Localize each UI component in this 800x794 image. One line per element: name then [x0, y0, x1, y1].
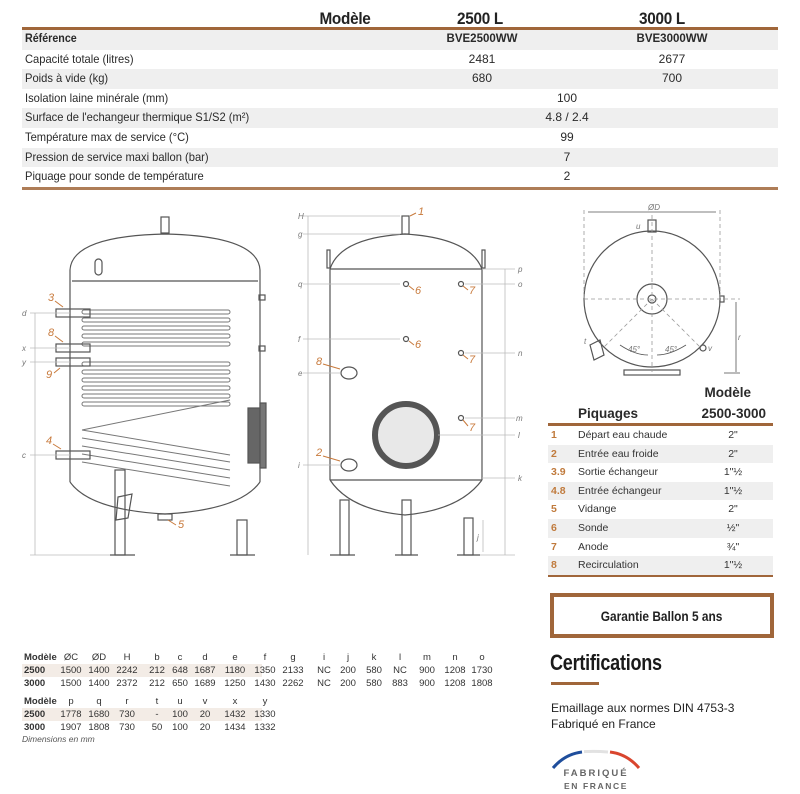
svg-text:u: u — [636, 222, 641, 231]
dimensions-cell: 2500 — [24, 709, 46, 720]
piquage-row — [548, 519, 773, 538]
piquage-value: 2" — [728, 447, 738, 460]
piquage-number: 4.8 — [551, 484, 566, 497]
dimensions-cell: 1434 — [224, 722, 246, 733]
svg-text:9: 9 — [46, 369, 53, 381]
garantie-label: Garantie Ballon 5 ans — [601, 607, 723, 624]
spec-row — [22, 108, 778, 128]
piquages-table — [548, 382, 773, 577]
dimensions-header-cell: e — [232, 652, 238, 663]
dimensions-cell: NC — [317, 678, 331, 689]
dimensions-header-row — [22, 651, 485, 664]
dimensions-header-cell: o — [479, 652, 485, 663]
dimensions-header-cell: ØC — [63, 652, 79, 663]
dimensions-cell: 212 — [149, 678, 165, 689]
piquage-value: 1"½ — [723, 484, 743, 497]
spec-value-shared: 2 — [563, 169, 571, 184]
dimensions-cell: 1250 — [224, 678, 246, 689]
svg-text:6: 6 — [415, 339, 422, 351]
svg-text:p: p — [518, 265, 523, 274]
top-nozzle-icon — [161, 217, 169, 233]
dimensions-cell: 730 — [119, 709, 135, 720]
dimensions-cell: 1430 — [254, 678, 276, 689]
manhole-icon — [375, 404, 437, 466]
certification-item: Emaillage aux normes DIN 4753-3 — [551, 701, 735, 715]
dimensions-cell: 1400 — [88, 665, 110, 676]
dimensions-cell: NC — [393, 665, 407, 676]
piquage-row — [548, 445, 773, 464]
svg-text:3: 3 — [48, 292, 55, 304]
piquage-number: 5 — [551, 503, 557, 516]
piquage-value: ¾" — [726, 540, 740, 553]
svg-text:6: 6 — [415, 285, 422, 297]
piquages-model-label: Modèle — [704, 385, 751, 400]
top-nozzle-icon — [402, 216, 409, 234]
piquages-column-header — [548, 404, 773, 426]
dimensions-header-cell: m — [423, 652, 431, 663]
spec-table-header — [22, 0, 778, 30]
dimensions-cell: 1330 — [254, 709, 276, 720]
spec-label: Poids à vide (kg) — [25, 71, 109, 86]
tricolor-arc-icon — [550, 748, 642, 770]
spec-value-3000: 2677 — [658, 51, 686, 66]
dimensions-header-cell: ØD — [91, 652, 107, 663]
piquage-label: Sonde — [578, 521, 609, 534]
dimensions-header-cell: p — [68, 696, 74, 707]
dimensions-cell: 3000 — [24, 678, 46, 689]
dimensions-cell: 100 — [172, 722, 188, 733]
dimensions-cell: 200 — [340, 665, 356, 676]
spec-table-bottom-rule — [22, 187, 778, 190]
logo-line-1: FABRIQUÉ — [563, 768, 629, 779]
svg-text:q: q — [298, 280, 303, 289]
spec-row — [22, 69, 778, 89]
svg-text:7: 7 — [469, 285, 476, 297]
dimensions-cell: 1778 — [60, 709, 82, 720]
dimensions-tables — [22, 651, 493, 745]
spec-value-shared: 7 — [563, 149, 571, 164]
svg-text:8: 8 — [316, 356, 323, 368]
piquage-number: 8 — [551, 559, 557, 572]
spec-value-3000: BVE3000WW — [636, 33, 708, 45]
dimensions-cell: 1808 — [471, 678, 493, 689]
svg-text:m: m — [516, 414, 523, 423]
dimensions-header-cell: l — [398, 652, 402, 663]
dimensions-cell: 1680 — [88, 709, 110, 720]
spec-label: Référence — [25, 33, 77, 45]
model-label: Modèle — [319, 9, 371, 28]
dimensions-cell: 1500 — [60, 665, 82, 676]
piquages-model-header — [548, 382, 773, 404]
svg-text:r: r — [738, 333, 741, 342]
svg-text:e: e — [298, 369, 303, 378]
dimensions-header-row — [22, 695, 268, 708]
dimensions-cell: 1689 — [194, 678, 216, 689]
dimensions-row — [22, 664, 493, 677]
spec-row — [22, 167, 778, 187]
certifications-list — [551, 700, 734, 732]
piquage-value: 1"½ — [723, 466, 743, 479]
dimensions-header-cell: d — [202, 652, 208, 663]
svg-text:x: x — [22, 344, 26, 353]
dimensions-header-cell: x — [232, 696, 238, 707]
dimensions-header-cell: i — [322, 652, 326, 663]
dimensions-header-cell: n — [452, 652, 458, 663]
piquage-row — [548, 538, 773, 557]
side-view-drawing — [30, 217, 266, 555]
spec-label: Température max de service (°C) — [25, 129, 189, 144]
piquage-row — [548, 556, 773, 575]
dimensions-header-cell: y — [262, 696, 268, 707]
piquage-number: 2 — [551, 447, 557, 460]
spec-row — [22, 128, 778, 148]
dimensions-header-cell: Modèle — [24, 652, 57, 663]
piquage-row — [548, 482, 773, 501]
svg-text:5: 5 — [178, 519, 185, 531]
dimensions-header-cell: c — [177, 652, 183, 663]
svg-text:ØD: ØD — [648, 203, 660, 212]
dimensions-header-cell: v — [202, 696, 208, 707]
dimensions-cell: 20 — [199, 709, 211, 720]
dimensions-header-cell: Modèle — [24, 696, 57, 707]
svg-text:c: c — [22, 451, 26, 460]
garantie-box — [550, 593, 774, 638]
spec-label: Isolation laine minérale (mm) — [25, 90, 169, 105]
model-3000-header: 3000 L — [638, 9, 686, 28]
spec-label: Surface de l'echangeur thermique S1/S2 (m²) — [25, 110, 250, 125]
dimensions-row — [22, 708, 276, 721]
dimensions-cell: 1400 — [88, 678, 110, 689]
dimensions-cell: 2262 — [282, 678, 304, 689]
dimensions-cell: 1432 — [224, 709, 246, 720]
svg-text:k: k — [518, 474, 522, 483]
piquage-label: Anode — [578, 540, 609, 553]
svg-text:l: l — [518, 431, 520, 440]
callout-numbers — [46, 206, 476, 531]
svg-text:H: H — [298, 212, 304, 221]
dimensions-cell: 883 — [392, 678, 408, 689]
dimensions-header-cell: f — [263, 652, 267, 663]
dimensions-cell: 2372 — [116, 678, 138, 689]
svg-text:45°: 45° — [665, 345, 678, 354]
dimensions-cell: 900 — [419, 678, 435, 689]
svg-text:j: j — [477, 533, 479, 542]
dimensions-header-cell: t — [155, 696, 159, 707]
piquage-label: Vidange — [578, 503, 617, 516]
piquage-value: 2" — [728, 429, 738, 441]
dimensions-header-cell: g — [290, 652, 296, 663]
spec-row — [22, 148, 778, 168]
piquage-number: 6 — [551, 521, 557, 534]
spec-value-shared: 99 — [560, 129, 574, 144]
model-2500-header: 2500 L — [456, 9, 504, 28]
svg-text:t: t — [584, 337, 587, 346]
svg-text:1: 1 — [418, 206, 425, 218]
dimensions-note: Dimensions en mm — [22, 734, 95, 744]
dimensions-cell: 1208 — [444, 665, 466, 676]
dimensions-header-cell: q — [96, 696, 102, 707]
dimensions-cell: 50 — [151, 722, 163, 733]
svg-text:7: 7 — [469, 354, 476, 366]
svg-text:o: o — [518, 280, 523, 289]
piquage-label: Entrée échangeur — [578, 484, 662, 497]
svg-text:i: i — [298, 461, 300, 470]
logo-line-2: EN FRANCE — [564, 781, 628, 791]
dimensions-cell: 1332 — [254, 722, 276, 733]
fabrique-en-france-logo — [550, 748, 642, 794]
spec-row — [22, 30, 778, 50]
dimensions-cell: 212 — [149, 665, 165, 676]
piquage-value: 2" — [728, 503, 738, 516]
dimensions-header-cell: u — [177, 696, 183, 707]
piquages-bottom-rule — [548, 575, 773, 577]
dimensions-header-cell: j — [346, 652, 350, 663]
spec-value-2500: 2481 — [468, 51, 496, 66]
svg-text:d: d — [22, 309, 27, 318]
svg-text:8: 8 — [48, 327, 55, 339]
dimensions-header-cell: k — [371, 652, 377, 663]
dimensions-cell: 650 — [172, 678, 188, 689]
svg-text:2: 2 — [316, 447, 323, 459]
piquage-label: Départ eau chaude — [578, 429, 668, 441]
certifications-rule — [551, 682, 599, 685]
piquage-label: Entrée eau froide — [578, 447, 659, 460]
spec-table — [22, 0, 778, 190]
dimensions-row — [22, 677, 493, 690]
svg-text:v: v — [708, 344, 712, 353]
dimensions-header-cell: r — [125, 696, 129, 707]
certification-item: Fabriqué en France — [551, 717, 656, 731]
dimensions-cell: 900 — [419, 665, 435, 676]
spec-value-2500: BVE2500WW — [446, 33, 518, 45]
piquage-row — [548, 500, 773, 519]
piquage-value: ½" — [726, 521, 740, 534]
certifications-title: Certifications — [550, 650, 662, 675]
spec-value-shared: 4.8 / 2.4 — [545, 110, 589, 125]
dimensions-cell: 648 — [172, 665, 188, 676]
spec-row — [22, 89, 778, 109]
spec-value-3000: 700 — [661, 71, 683, 86]
dimensions-cell: 2500 — [24, 665, 46, 676]
dimensions-cell: - — [155, 709, 159, 720]
spec-label: Pression de service maxi ballon (bar) — [25, 149, 209, 164]
dimensions-cell: 1808 — [88, 722, 110, 733]
piquage-label: Sortie échangeur — [578, 466, 658, 479]
dimensions-cell: 1907 — [60, 722, 82, 733]
dimensions-header-cell: H — [123, 652, 131, 663]
front-view-drawing — [303, 216, 515, 555]
dimensions-cell: 1730 — [471, 665, 493, 676]
dimensions-cell: 100 — [172, 709, 188, 720]
dimensions-cell: 730 — [119, 722, 135, 733]
dimensions-cell: 200 — [340, 678, 356, 689]
dimensions-cell: 1208 — [444, 678, 466, 689]
svg-text:n: n — [518, 349, 523, 358]
svg-text:4: 4 — [46, 435, 53, 447]
svg-text:y: y — [22, 358, 26, 367]
spec-label: Piquage pour sonde de température — [25, 169, 204, 184]
piquage-number: 3.9 — [551, 466, 566, 479]
dimensions-cell: 1180 — [224, 665, 246, 676]
piquage-label: Recirculation — [578, 559, 639, 572]
spec-value-2500: 680 — [471, 71, 493, 86]
top-view-drawing — [584, 210, 740, 375]
spec-row — [22, 50, 778, 70]
svg-text:g: g — [298, 230, 303, 239]
dimensions-cell: 580 — [366, 678, 382, 689]
piquage-row — [548, 426, 773, 445]
dimensions-cell: 580 — [366, 665, 382, 676]
piquage-row — [548, 463, 773, 482]
dimensions-cell: 1500 — [60, 678, 82, 689]
spec-label: Capacité totale (litres) — [25, 51, 134, 66]
piquages-label-header: Piquages — [578, 406, 639, 421]
spec-value-shared: 100 — [556, 90, 578, 105]
dimensions-cell: 1350 — [254, 665, 276, 676]
dimensions-cell: NC — [317, 665, 331, 676]
dimensions-cell: 1687 — [194, 665, 216, 676]
dimensions-header-cell: b — [154, 652, 160, 663]
svg-text:45°: 45° — [628, 345, 641, 354]
dimensions-cell: 2242 — [116, 665, 138, 676]
dimensions-cell: 3000 — [24, 722, 46, 733]
piquage-value: 1"½ — [723, 559, 743, 572]
dimensions-cell: 2133 — [282, 665, 304, 676]
dimensions-row — [22, 721, 276, 734]
dimensions-table-1 — [22, 651, 493, 690]
dimensions-cell: 20 — [199, 722, 211, 733]
svg-text:f: f — [298, 335, 301, 344]
piquage-number: 7 — [551, 540, 557, 553]
svg-text:7: 7 — [469, 422, 476, 434]
piquages-model-range: 2500-3000 — [701, 406, 766, 421]
piquage-number: 1 — [551, 429, 557, 441]
dimensions-table-2 — [22, 695, 276, 734]
